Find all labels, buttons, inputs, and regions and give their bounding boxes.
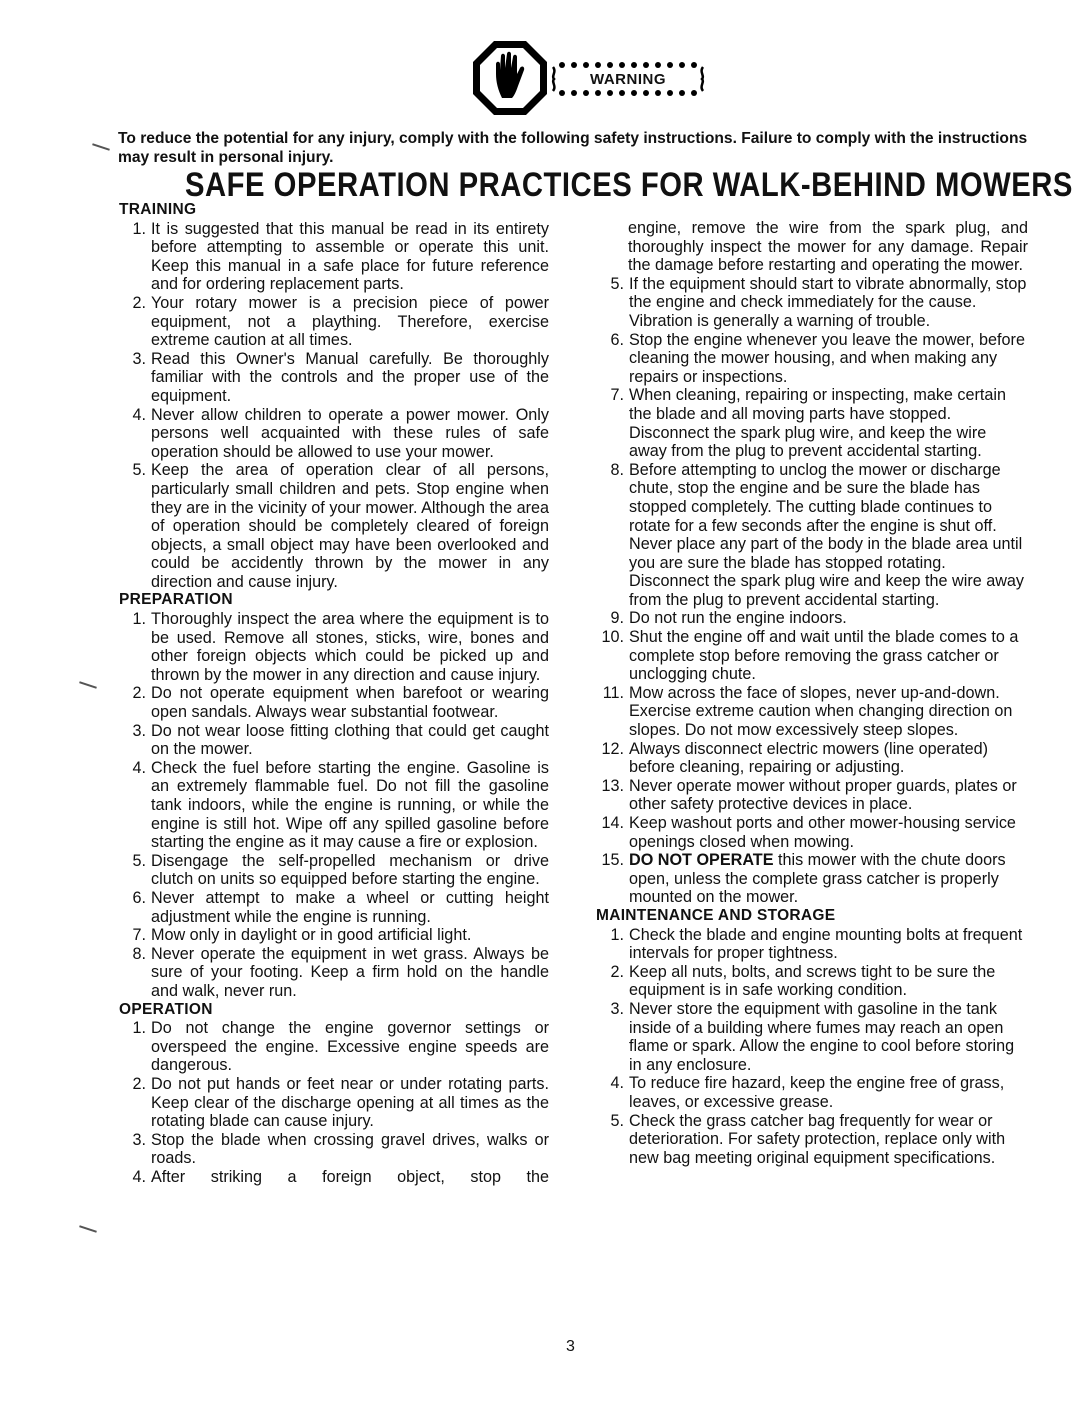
do-not-operate-emphasis: DO NOT OPERATE xyxy=(629,851,774,870)
list-item: 15. DO NOT OPERATE this mower with the chute doors open, unless the complete grass catcher is properly mounted on the mower. xyxy=(601,851,1006,907)
operation-list-continued xyxy=(594,275,1028,907)
section-heading-training: TRAINING xyxy=(119,201,197,218)
intro-text: To reduce the potential for any injury, comply with the following safety instructions. Failure to comply with the instructions may result in personal injury. xyxy=(118,130,1028,166)
section-heading-operation: OPERATION xyxy=(119,1000,213,1018)
list-item: 11. Mow across the face of slopes, never up-and-down. Exercise extreme caution when changing direction on slopes. Do not mow excessively steep slopes. xyxy=(602,683,1013,740)
list-item: 5. Keep the area of operation clear of all persons, particularly small children and pets. Stop engine when they are in the vicinity of your mower. Although the area of operation should be completely cleared of foreign objects, a small object may have been overlooked and could be accidently thrown by the mower in any direction and cause injury. xyxy=(132,461,549,591)
warning-block xyxy=(472,40,712,116)
list-item: 2. Do not operate equipment when barefoot or wearing open sandals. Always wear substantial footwear. xyxy=(132,684,549,722)
operation-list xyxy=(117,1019,549,1186)
list-item: 4. After striking a foreign object, stop the xyxy=(132,1167,549,1186)
list-item: 3. Read this Owner's Manual carefully. Be thoroughly familiar with the controls and the proper use of the equipment. xyxy=(132,349,549,405)
maintenance-list xyxy=(594,926,1028,1168)
list-item: 13. Never operate mower without proper guards, plates or other safety protective devices in place. xyxy=(601,776,1017,814)
training-list xyxy=(117,220,549,592)
list-item: 6. Never attempt to make a wheel or cutting height adjustment while the engine is running. xyxy=(132,888,549,926)
list-item: 1. Check the blade and engine mounting bolts at frequent intervals for proper tightness. xyxy=(610,925,1023,963)
list-item: 5. If the equipment should start to vibrate abnormally, stop the engine and check immediately for the cause. Vibration is generally a warning of trouble. xyxy=(610,274,1027,330)
warning-label: WARNING xyxy=(590,71,666,88)
list-item: 2. Keep all nuts, bolts, and screws tight to be sure the equipment is in safe working condition. xyxy=(610,962,996,1000)
list-item: 3. Stop the blade when crossing gravel drives, walks or roads. xyxy=(132,1130,549,1168)
section-heading-preparation: PREPARATION xyxy=(119,591,233,609)
list-item: 14. Keep washout ports and other mower-housing service openings closed when mowing. xyxy=(601,814,1016,851)
preparation-list xyxy=(117,610,549,1000)
margin-mark xyxy=(79,1225,97,1232)
list-item: 1. It is suggested that this manual be read in its entirety before attempting to assemble or operate this unit. Keep this manual in a safe place for future reference and for ordering replacement parts. xyxy=(132,219,549,294)
list-item: 1. Thoroughly inspect the area where the equipment is to be used. Remove all stones, sticks, wire, bones and other foreign objects which could be picked up and thrown by the mower in any direction and cause injury. xyxy=(132,610,549,684)
operation-item-4-continuation: engine, remove the wire from the spark plug, and thoroughly inspect the mower for any damage. Repair the damage before restarting and operating the mower. xyxy=(628,219,1028,275)
list-item: 10. Shut the engine off and wait until the blade comes to a complete stop before removing the grass catcher or unclogging chute. xyxy=(601,628,1019,684)
section-heading-maintenance: MAINTENANCE AND STORAGE xyxy=(596,906,836,924)
warning-banner xyxy=(550,62,706,96)
list-item: 4. To reduce fire hazard, keep the engine free of grass, leaves, or excessive grease. xyxy=(610,1074,1005,1111)
list-item: 2. Do not put hands or feet near or under rotating parts. Keep clear of the discharge opening at all times as the rotating blade can cause injury. xyxy=(132,1074,549,1131)
list-item: 8. Before attempting to unclog the mower or discharge chute, stop the engine and be sure the blade has stopped completely. The cutting blade continues to rotate for a few seconds after the engine is shut off. Never place any part of the body in the blade area until you are sure the blade has stopped rotating. Disconnect the spark plug wire and keep the wire away from the plug to prevent accidental starting. xyxy=(610,460,1025,609)
list-item: 5. Check the grass catcher bag frequently for wear or deterioration. For safety protection, replace only with new bag meeting original equipment specifications. xyxy=(610,1111,1006,1167)
list-item: 7. Mow only in daylight or in good artificial light. xyxy=(132,926,472,945)
list-item: 12. Always disconnect electric mowers (line operated) before cleaning, repairing or adjusting. xyxy=(601,739,988,777)
list-item: 6. Stop the engine whenever you leave the mower, before cleaning the mower housing, and when making any repairs or inspections. xyxy=(610,330,1025,386)
margin-mark xyxy=(92,143,110,150)
list-item: 9. Do not run the engine indoors. xyxy=(610,609,847,628)
list-item: 1. Do not change the engine governor settings or overspeed the engine. Excessive engine speeds are dangerous. xyxy=(132,1019,549,1075)
list-item: 5. Disengage the self-propelled mechanism or drive clutch on units so equipped before starting the engine. xyxy=(132,851,549,889)
margin-mark xyxy=(79,681,97,688)
list-item: 8. Never operate the equipment in wet grass. Always be sure of your footing. Keep a firm hold on the handle and walk, never run. xyxy=(132,944,549,1000)
page-number: 3 xyxy=(566,1338,575,1355)
list-item: 4. Never allow children to operate a power mower. Only persons well acquainted with these rules of safe operation should be allowed to use your mower. xyxy=(132,405,549,461)
list-item: 7. When cleaning, repairing or inspecting, make certain the blade and all moving parts have stopped. Disconnect the spark plug wire, and keep the wire away from the plug to prevent accidental starting. xyxy=(610,386,1007,461)
right-column xyxy=(594,219,1028,1167)
left-column xyxy=(117,201,549,1186)
list-item: 3. Never store the equipment with gasoline in the tank inside of a building where fumes may reach an open flame or spark. Allow the engine to cool before storing in any enclosure. xyxy=(610,999,1015,1074)
list-item: 3. Do not wear loose fitting clothing that could get caught on the mower. xyxy=(132,721,549,759)
list-item: 2. Your rotary mower is a precision piece of power equipment, not a plaything. Therefore, exercise extreme caution at all times. xyxy=(132,293,549,350)
page-title: SAFE OPERATION PRACTICES FOR WALK-BEHIND MOWERS xyxy=(185,166,1073,204)
list-item: 4. Check the fuel before starting the engine. Gasoline is an extremely flammable fuel. Do not fill the gasoline tank indoors, while the engine is running, or while the engine is still hot. Wipe off any spilled gasoline before starting the engine as it may cause a fire or explosion. xyxy=(132,758,549,852)
stop-hand-icon xyxy=(472,40,548,116)
